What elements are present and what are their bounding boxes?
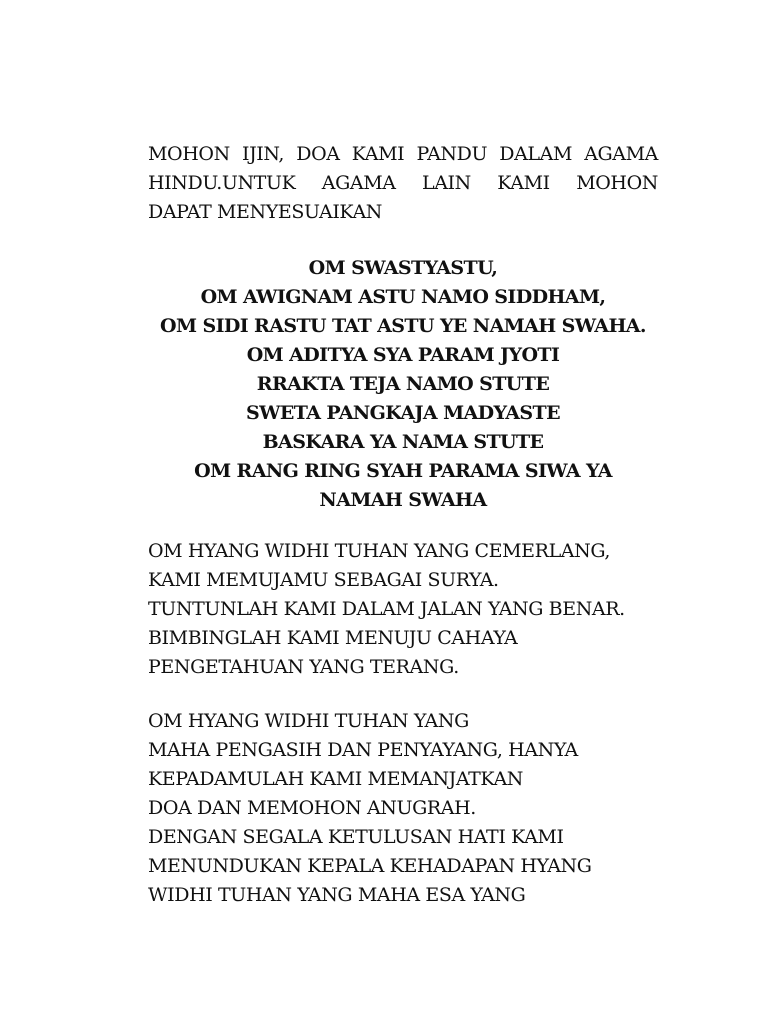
prayer-line: TUNTUNLAH KAMI DALAM JALAN YANG BENAR. [148,598,625,620]
intro-line: DAPAT MENYESUAIKAN [148,201,382,223]
intro-line: HINDU.UNTUK AGAMA LAIN KAMI MOHON [148,172,658,194]
mantra-line: NAMAH SWAHA [319,489,487,511]
mantra-block [148,254,658,515]
prayer-line: OM HYANG WIDHI TUHAN YANG [148,710,469,732]
prayer-line: MAHA PENGASIH DAN PENYAYANG, HANYA [148,739,578,761]
prayer-line: WIDHI TUHAN YANG MAHA ESA YANG [148,884,526,906]
prayer-line: DENGAN SEGALA KETULUSAN HATI KAMI [148,826,564,848]
prayer-line: KAMI MEMUJAMU SEBAGAI SURYA. [148,569,499,591]
mantra-line: OM SWASTYASTU, [308,257,498,279]
prayer-line: KEPADAMULAH KAMI MEMANJATKAN [148,768,524,790]
intro-paragraph [148,140,658,227]
prayer-line: DOA DAN MEMOHON ANUGRAH. [148,797,476,819]
prayer-line: OM HYANG WIDHI TUHAN YANG CEMERLANG, [148,540,611,562]
prayer-paragraph-2 [148,707,658,910]
prayer-line: PENGETAHUAN YANG TERANG. [148,656,459,678]
prayer-paragraph-1 [148,537,658,682]
intro-line: MOHON IJIN, DOA KAMI PANDU DALAM AGAMA [148,143,658,165]
mantra-line: OM RANG RING SYAH PARAMA SIWA YA [194,460,612,482]
mantra-line: OM SIDI RASTU TAT ASTU YE NAMAH SWAHA. [160,315,646,337]
prayer-line: BIMBINGLAH KAMI MENUJU CAHAYA [148,627,518,649]
mantra-line: SWETA PANGKAJA MADYASTE [246,402,560,424]
mantra-line: OM AWIGNAM ASTU NAMO SIDDHAM, [200,286,606,308]
mantra-line: RRAKTA TEJA NAMO STUTE [256,373,550,395]
prayer-line: MENUNDUKAN KEPALA KEHADAPAN HYANG [148,855,592,877]
mantra-line: BASKARA YA NAMA STUTE [262,431,544,453]
mantra-line: OM ADITYA SYA PARAM JYOTI [246,344,560,366]
